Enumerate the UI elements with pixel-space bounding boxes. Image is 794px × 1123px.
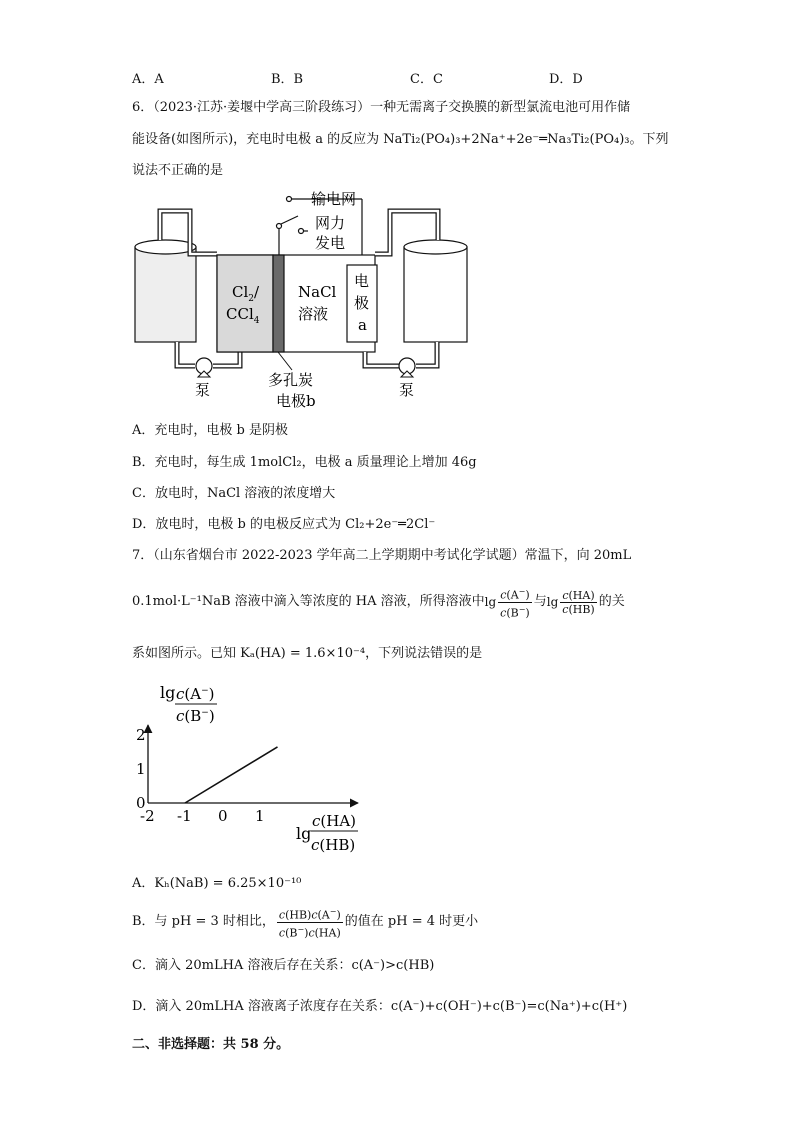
q7-option-b-part2: 的值在 pH = 4 时更小 — [344, 914, 479, 930]
electrode-a-label-1: 电 — [354, 272, 370, 290]
switch-terminal-left — [277, 224, 282, 229]
q5-option-d: D．D — [549, 72, 583, 87]
q7-stem-2c: 的关 — [598, 594, 625, 610]
frac-option-b: $\frac{c(HB)c(A^-)}{c(B^-)c(HA)}$ — [278, 907, 341, 940]
left-pump-label: 泵 — [195, 381, 211, 399]
left-label-ccl4: CCl$_4$ — [226, 305, 260, 326]
electrode-a-label-3: a — [358, 316, 367, 334]
q6-option-d: D．放电时，电极 b 的电极反应式为 Cl₂+2e⁻═2Cl⁻ — [132, 517, 436, 532]
x-axis-label-den: c(HB) — [311, 836, 356, 854]
x-tick-label: 1 — [255, 807, 265, 825]
y-tick-label: 2 — [136, 726, 146, 744]
q5-option-c: C．C — [410, 72, 443, 87]
left-tank — [135, 247, 196, 342]
q7-stem-2a: 0.1mol·L⁻¹NaB 溶液中滴入等浓度的 HA 溶液，所得溶液中 — [132, 594, 485, 610]
q7-stem-line-1: 7．（山东省烟台市 2022-2023 学年高二上学期期中考试化学试题）常温下，向 20mL — [132, 548, 632, 563]
section-2-heading: 二、非选择题：共 58 分。 — [132, 1037, 290, 1052]
switch-lever — [281, 216, 298, 224]
wind-label-2: 发电 — [315, 234, 346, 252]
q7-stem-line-2: 0.1mol·L⁻¹NaB 溶液中滴入等浓度的 HA 溶液，所得溶液中 lg $\frac{c(A^-)}{c(B^-)}$ 与 lg $\frac{c(HA)}{c(HB)}$ 的关 — [132, 587, 625, 620]
grid-label: 输电网 — [311, 190, 357, 208]
switch-terminal-grid — [287, 197, 292, 202]
middle-label-nacl: NaCl — [298, 283, 337, 301]
q6-stem-line-1: 6．（2023·江苏·姜堰中学高三阶段练习）一种无需离子交换膜的新型氯流电池可用作储 — [132, 100, 631, 115]
right-pump-label: 泵 — [399, 381, 415, 399]
porous-carbon-electrode-b — [273, 255, 284, 352]
q5-option-a: A．A — [132, 72, 164, 87]
q7-option-a: A．Kₕ(NaB) = 6.25×10⁻¹⁰ — [132, 876, 302, 891]
q5-option-b: B．B — [271, 72, 304, 87]
frac-ha-over-hb: $\frac{c(HA)}{c(HB)}$ — [562, 588, 595, 616]
x-axis-label-num: c(HA) — [312, 812, 357, 830]
x-tick-label: -2 — [140, 807, 155, 825]
right-tank — [404, 247, 467, 342]
porous-label-1: 多孔炭 — [268, 371, 314, 389]
electrode-a-label-2: 极 — [354, 294, 370, 312]
x-tick-label: 0 — [218, 807, 228, 825]
q7-stem-line-3: 系如图所示。已知 Kₐ(HA) = 1.6×10⁻⁴，下列说法错误的是 — [132, 646, 483, 661]
flow-battery-diagram — [120, 185, 480, 410]
q6-option-a: A．充电时，电极 b 是阴极 — [132, 423, 288, 438]
q6-option-c: C．放电时，NaCl 溶液的浓度增大 — [132, 486, 336, 501]
q7-option-b — [132, 905, 478, 939]
x-axis-label-lg: lg — [296, 824, 312, 843]
y-axis-label-num: c(A−) — [176, 685, 215, 703]
series-line-0 — [185, 747, 278, 803]
switch-terminal-right — [299, 229, 304, 234]
q6-option-b: B．充电时，每生成 1molCl₂，电极 a 质量理论上增加 46g — [132, 455, 477, 470]
q7-option-d: D．滴入 20mLHA 溶液离子浓度存在关系：c(A⁻)+c(OH⁻)+c(B⁻)=c(Na⁺)+c(H⁺) — [132, 999, 628, 1014]
q7-stem-2b: 与 — [533, 594, 547, 610]
cl2-ccl4-compartment — [217, 255, 273, 352]
q6-stem-line-2: 能设备(如图所示)，充电时电极 a 的反应为 NaTi₂(PO₄)₃+2Na⁺+2e⁻═Na₃Ti₂(PO₄)₃。下列 — [132, 132, 669, 147]
frac-a-over-b: $\frac{c(A^-)}{c(B^-)}$ — [500, 587, 530, 620]
left-label-cl2: $Cl_2/$ — [232, 283, 260, 304]
y-axis-label-lg: lg — [160, 683, 176, 702]
middle-label-solution: 溶液 — [298, 305, 329, 323]
porous-label-2: 电极b — [276, 392, 316, 410]
y-tick-label: 1 — [136, 760, 146, 778]
y-tick-label: 0 — [136, 794, 146, 812]
x-tick-label: -1 — [177, 807, 192, 825]
q7-line-chart — [130, 675, 370, 860]
q7-option-b-part1: B．与 pH = 3 时相比， — [132, 914, 275, 930]
q7-option-c: C．滴入 20mLHA 溶液后存在关系：c(A⁻)>c(HB) — [132, 958, 435, 973]
y-axis-label-den: c(B−) — [176, 707, 215, 725]
wind-label-1: 网力 — [315, 214, 346, 232]
q6-stem-line-3: 说法不正确的是 — [132, 163, 224, 178]
